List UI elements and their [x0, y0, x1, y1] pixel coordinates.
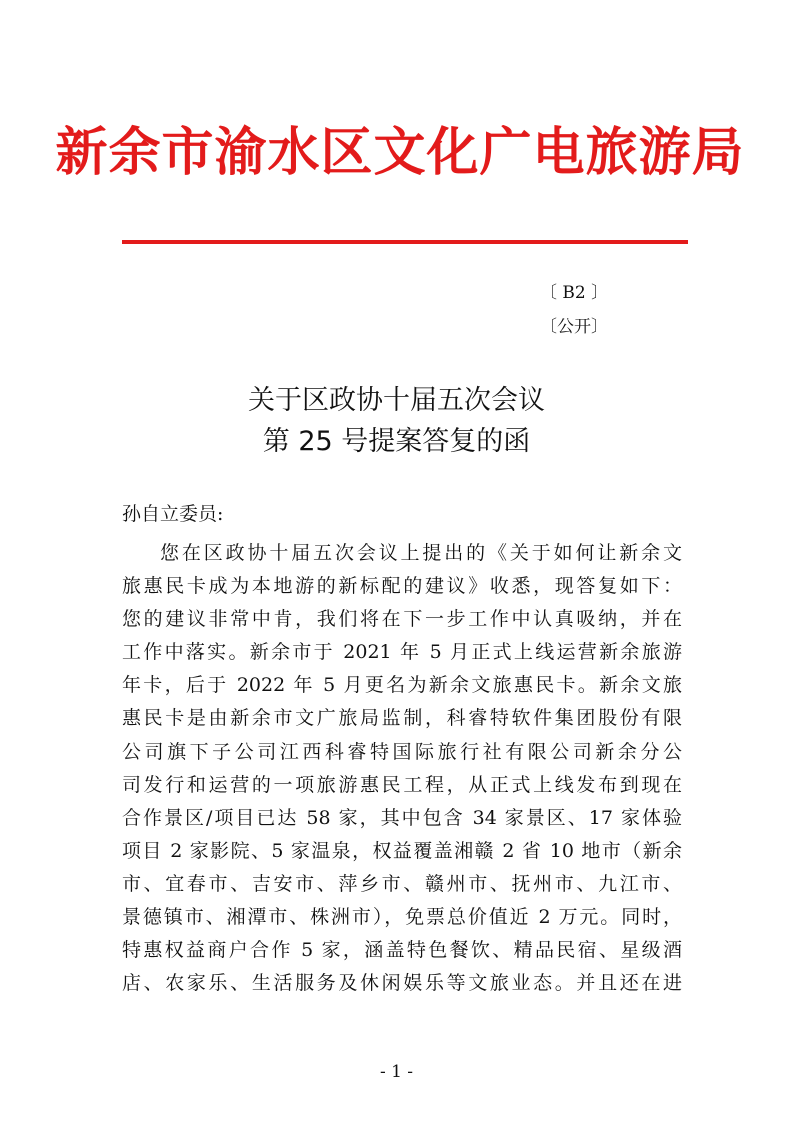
- body-line: 市、宜春市、吉安市、萍乡市、赣州市、抚州市、九江市、: [122, 872, 682, 895]
- body-line: 店、农家乐、生活服务及休闲娱乐等文旅业态。并且还在进: [122, 972, 682, 995]
- salutation: 孙自立委员:: [122, 503, 224, 525]
- body-line: 公司旗下子公司江西科睿特国际旅行社有限公司新余分公: [122, 740, 682, 763]
- document-title-line-2: 第 25 号提案答复的函: [262, 426, 531, 457]
- masthead-divider: [122, 240, 688, 244]
- body-line: 司发行和运营的一项旅游惠民工程，从正式上线发布到现在: [122, 773, 682, 796]
- document-level-mark: 〔 B2 〕: [540, 283, 609, 303]
- body-line: 您在区政协十届五次会议上提出的《关于如何让新余文: [160, 542, 682, 564]
- body-line: 工作中落实。新余市于 2021 年 5 月正式上线运营新余旅游: [122, 641, 682, 664]
- body-line: 特惠权益商户合作 5 家，涵盖特色餐饮、精品民宿、星级酒: [122, 939, 682, 962]
- body-line: 惠民卡是由新余市文广旅局监制，科睿特软件集团股份有限: [122, 707, 682, 730]
- body-line: 合作景区/项目已达 58 家，其中包含 34 家景区、17 家体验: [122, 806, 682, 829]
- document-title-line-1: 关于区政协十届五次会议: [248, 385, 545, 416]
- body-line: 项目 2 家影院、5 家温泉，权益覆盖湘赣 2 省 10 地市（新余: [122, 839, 682, 862]
- body-line: 景德镇市、湘潭市、株洲市），免票总价值近 2 万元。同时，: [122, 906, 682, 929]
- masthead-title: 新余市渝水区文化广电旅游局: [55, 122, 745, 183]
- masthead: [55, 112, 745, 194]
- page-number: - 1 -: [379, 1062, 414, 1082]
- disclosure-mark: 〔公开〕: [540, 317, 608, 337]
- body-line: 您的建议非常中肯，我们将在下一步工作中认真吸纳，并在: [122, 608, 682, 631]
- body-line: 旅惠民卡成为本地游的新标配的建议》收悉，现答复如下：: [122, 575, 682, 598]
- letter-body: [122, 537, 682, 1000]
- body-line: 年卡，后于 2022 年 5 月更名为新余文旅惠民卡。新余文旅: [122, 674, 682, 697]
